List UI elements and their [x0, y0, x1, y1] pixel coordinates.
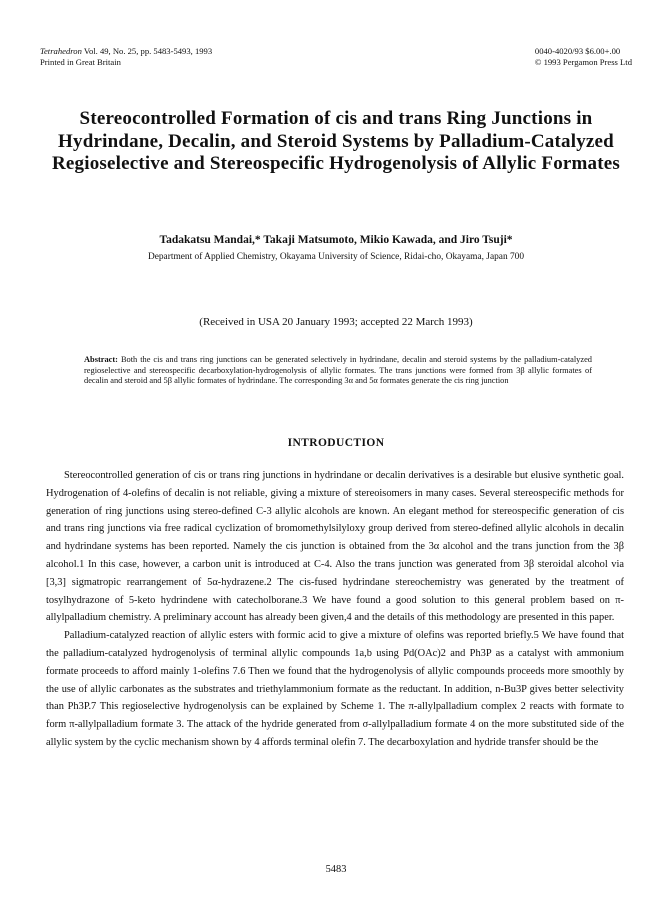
- abstract: [84, 355, 592, 387]
- running-header-left: [40, 46, 212, 68]
- journal-name: Tetrahedron: [40, 46, 82, 56]
- section-heading: INTRODUCTION: [287, 437, 385, 449]
- paragraph: Palladium-catalyzed reaction of allylic esters with formic acid to give a mixture of olefins was reported briefly.5 We have found that the palladium-catalyzed hydrogenolysis of terminal allylic compounds 1a,b using Pd(OAc)2 and Ph3P as a catalyst with ammonium formate proceeds to afford mainly 1-olefins 7.6 Then we found that the hydrogenolysis of allylic compounds proceeds more smoothly by the use of allylic carbonates as the substrates and triethylammonium formate as the reductant. In addition, n-Bu3P gives better selectivity than Ph3P.7 This regioselective hydrogenolysis can be explained by Scheme 1. The π-allylpalladium complex 2 reacts with formate to form π-allylpalladium formate 3. The attack of the hydride generated from σ-allylpalladium formate 4 on the more substituted side of the allylic system by the cyclic mechanism shown by 4 affords terminal olefin 7. The decarboxylation and hydride transfer should be the: [46, 630, 624, 748]
- copyright-line: © 1993 Pergamon Press Ltd: [534, 57, 632, 67]
- paper-title: [40, 108, 632, 176]
- printed-in: Printed in Great Britain: [40, 57, 121, 67]
- abstract-label: Abstract:: [84, 355, 118, 364]
- journal-volume: Vol. 49, No. 25, pp. 5483-5493, 1993: [81, 46, 213, 56]
- affiliation: Department of Applied Chemistry, Okayama University of Science, Ridai-cho, Okayama, Japan 700: [147, 252, 525, 262]
- journal-citation: [40, 46, 212, 57]
- received-dates: (Received in USA 20 January 1993; accepted 22 March 1993): [199, 316, 473, 328]
- body-text: [46, 467, 624, 752]
- abstract-text: Both the cis and trans ring junctions can be generated selectively in hydrindane, decalin and steroid systems by the palladium-catalyzed regioselective and stereospecific decarboxylation-hydrogenolysis of allylic formates. The trans junctions were formed from 3β allylic formates of decalin and steroid and 5β allylic formates of hydrindane. The corresponding 3α and 5α formates generate the cis ring junction: [84, 355, 592, 386]
- paragraph: Stereocontrolled generation of cis or trans ring junctions in hydrindane or decalin derivatives is a desirable but elusive synthetic goal. Hydrogenation of 4-olefins of decalin is not reliable, giving a mixture of stereoisomers in many cases. Several stereospecific methods for generation of ring junctions using stereo-defined C-3 allylic alcohols are known. An elegant method for stereospecific generation of cis and trans ring junctions via free radical cyclization of bromomethylsilyloxy group derived from stereo-defined allylic alcohols in decalin and hydrindane systems has been reported. Namely the cis junction is obtained from the 3α alcohol and the trans junction from the 3β alcohol.1 In this case, however, a carbon unit is introduced at C-4. Also the trans junction was generated from 3β steroidal alcohol via [3,3] sigmatropic rearrangement of 5α-hydrazene.2 The cis-fused hydrindane stereochemistry was generated by the treatment of tosylhydrazone of 5-keto hydrindene with catecholborane.3 We have found a good solution to this general problem based on π-allylpalladium chemistry. A preliminary account has already been given,4 and the details of this methodology are presented in this paper.: [46, 470, 624, 624]
- page-number: 5483: [325, 864, 347, 875]
- paper-title-text: Stereocontrolled Formation of cis and trans Ring Junctions in Hydrindane, Decalin, and Steroid Systems by Palladium-Catalyzed Regioselective and Stereospecific Hydrogenolysis of Allylic Formates: [51, 108, 621, 174]
- author-list: Tadakatsu Mandai,* Takaji Matsumoto, Mikio Kawada, and Jiro Tsuji*: [159, 234, 513, 246]
- price-code: 0040-4020/93 $6.00+.00: [534, 46, 621, 56]
- running-header-right: [535, 46, 632, 68]
